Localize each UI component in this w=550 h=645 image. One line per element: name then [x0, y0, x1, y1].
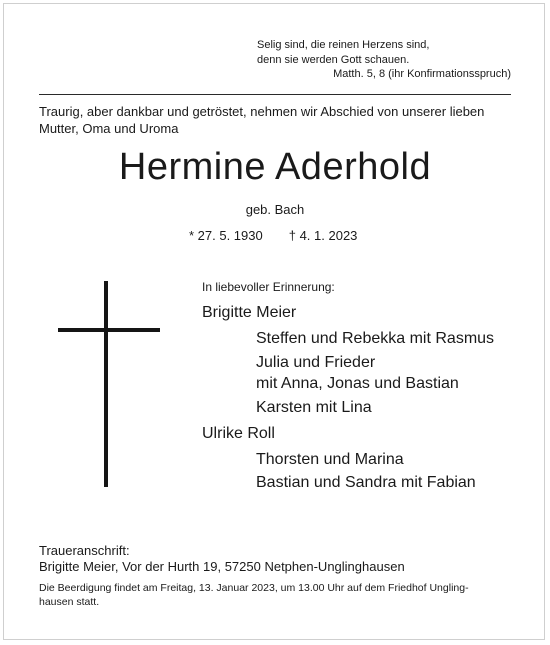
- intro-text: [39, 103, 484, 137]
- intro-line: Mutter, Oma und Uroma: [39, 121, 179, 136]
- mourning-address: [39, 543, 405, 575]
- quote-source: Matth. 5, 8 (ihr Konfirmationsspruch): [333, 68, 511, 80]
- mourner-family: Thorsten und Marina: [256, 451, 404, 468]
- birth-date: * 27. 5. 1930: [189, 228, 263, 243]
- mourner-family: Karsten mit Lina: [256, 399, 372, 416]
- quote-line: denn sie werden Gott schauen.: [257, 54, 410, 66]
- mourner-family: Steffen und Rebekka mit Rasmus: [256, 330, 495, 347]
- mourner-name: Brigitte Meier: [202, 304, 297, 321]
- deceased-name: Hermine Aderhold: [118, 146, 432, 188]
- intro-line: Traurig, aber dankbar und getröstet, nehmen wir Abschied von unserer lieben: [39, 104, 485, 119]
- funeral-line: Die Beerdigung findet am Freitag, 13. Januar 2023, um 13.00 Uhr auf dem Friedhof Ungling-: [39, 582, 469, 594]
- bible-quote: [257, 38, 429, 68]
- mourner-family: Bastian und Sandra mit Fabian: [256, 474, 476, 491]
- cross-horizontal-bar: [58, 328, 160, 332]
- funeral-line: hausen statt.: [39, 596, 100, 608]
- life-dates: [189, 228, 357, 243]
- cross-vertical-bar: [104, 281, 108, 487]
- address-text: Brigitte Meier, Vor der Hurth 19, 57250 Netphen-Unglinghausen: [39, 559, 405, 574]
- mourner-family: Julia und Frieder: [256, 354, 376, 371]
- address-label: Traueranschrift:: [39, 543, 130, 558]
- death-date: † 4. 1. 2023: [288, 228, 358, 243]
- mourner-name: Ulrike Roll: [202, 425, 275, 442]
- mourner-family: mit Anna, Jonas und Bastian: [256, 375, 459, 392]
- funeral-notice: [39, 581, 469, 609]
- divider: [39, 94, 511, 95]
- quote-line: Selig sind, die reinen Herzens sind,: [257, 39, 430, 51]
- memory-heading: In liebevoller Erinnerung:: [202, 280, 335, 294]
- maiden-name: geb. Bach: [245, 202, 305, 217]
